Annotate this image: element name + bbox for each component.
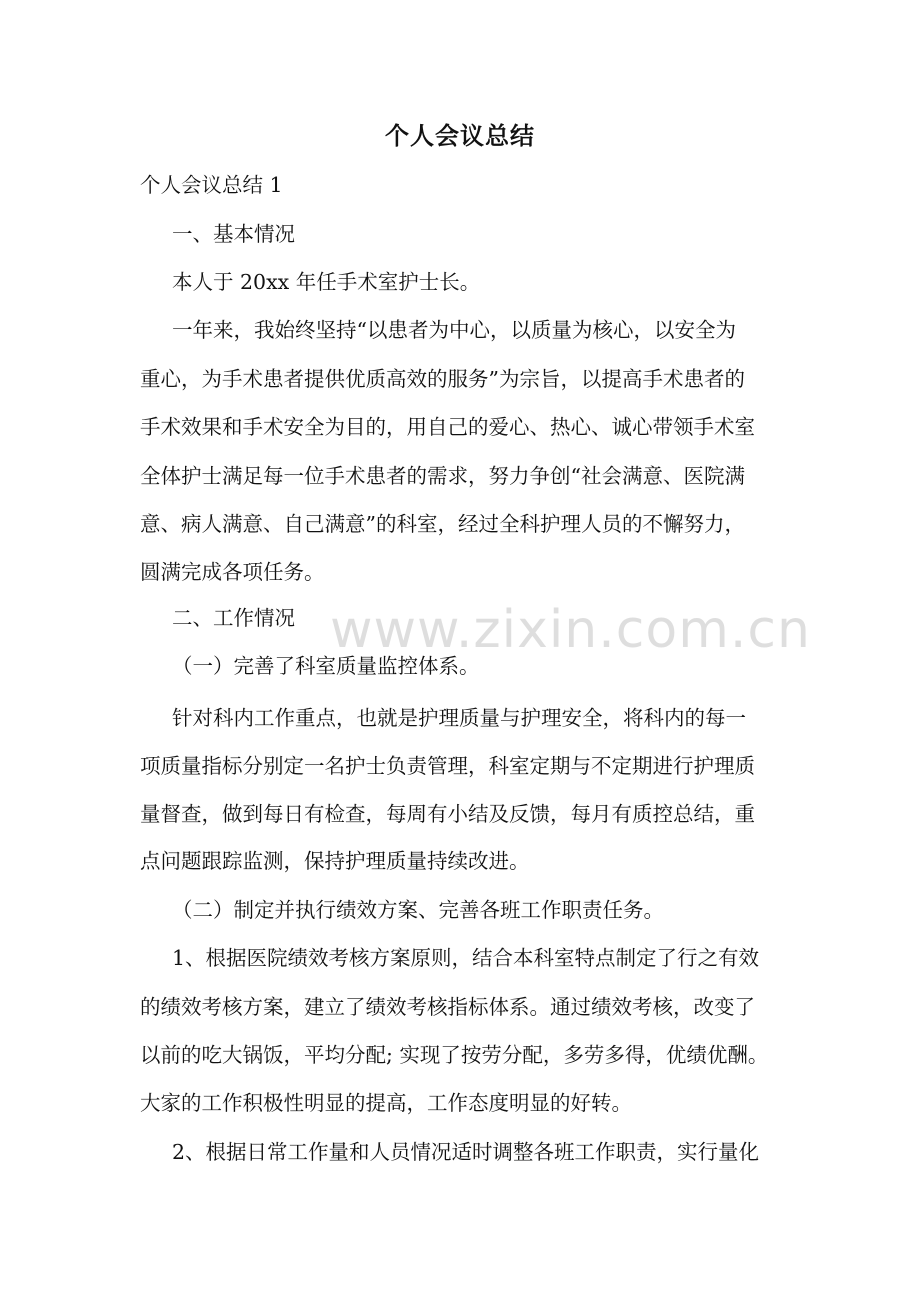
section-subtitle: 个人会议总结 1 xyxy=(140,173,283,197)
paragraph-line: 项质量指标分别定一名护士负责管理，科室定期与不定期进行护理质 xyxy=(140,754,755,778)
watermark: www.zixin.com.cn xyxy=(330,600,811,660)
paragraph-line: 圆满完成各项任务。 xyxy=(140,560,325,584)
paragraph-line: 针对科内工作重点，也就是护理质量与护理安全，将科内的每一 xyxy=(172,706,746,730)
paragraph-line: 重心，为手术患者提供优质高效的服务”为宗旨，以提高手术患者的 xyxy=(140,367,745,391)
paragraph-line: 的绩效考核方案，建立了绩效考核指标体系。通过绩效考核，改变了 xyxy=(140,995,755,1019)
document-title: 个人会议总结 xyxy=(385,121,535,150)
paragraph-line: 全体护士满足每一位手术患者的需求，努力争创“社会满意、医院满 xyxy=(140,464,745,488)
paragraph-line: 2、根据日常工作量和人员情况适时调整各班工作职责，实行量化 xyxy=(172,1140,760,1164)
paragraph-line: 以前的吃大锅饭，平均分配; 实现了按劳分配，多劳多得，优绩优酬。 xyxy=(140,1043,769,1067)
paragraph-line: 本人于 20xx 年任手术室护士长。 xyxy=(172,270,481,294)
paragraph-line: 点问题跟踪监测，保持护理质量持续改进。 xyxy=(140,849,530,873)
heading-basic-situation: 一、基本情况 xyxy=(172,222,295,246)
paragraph-line: 大家的工作积极性明显的提高，工作态度明显的好转。 xyxy=(140,1091,632,1115)
subheading-performance-plan: （二）制定并执行绩效方案、完善各班工作职责任务。 xyxy=(172,898,664,922)
paragraph-line: 1、根据医院绩效考核方案原则，结合本科室特点制定了行之有效 xyxy=(172,946,760,970)
paragraph-line: 手术效果和手术安全为目的，用自己的爱心、热心、诚心带领手术室 xyxy=(140,415,755,439)
heading-work-situation: 二、工作情况 xyxy=(172,606,295,630)
subheading-quality-control: （一）完善了科室质量监控体系。 xyxy=(172,654,480,678)
paragraph-line: 意、病人满意、自己满意”的科室，经过全科护理人员的不懈努力， xyxy=(140,512,745,536)
paragraph-line: 一年来，我始终坚持“以患者为中心，以质量为核心，以安全为 xyxy=(172,318,736,342)
paragraph-line: 量督查，做到每日有检查，每周有小结及反馈，每月有质控总结，重 xyxy=(140,802,755,826)
